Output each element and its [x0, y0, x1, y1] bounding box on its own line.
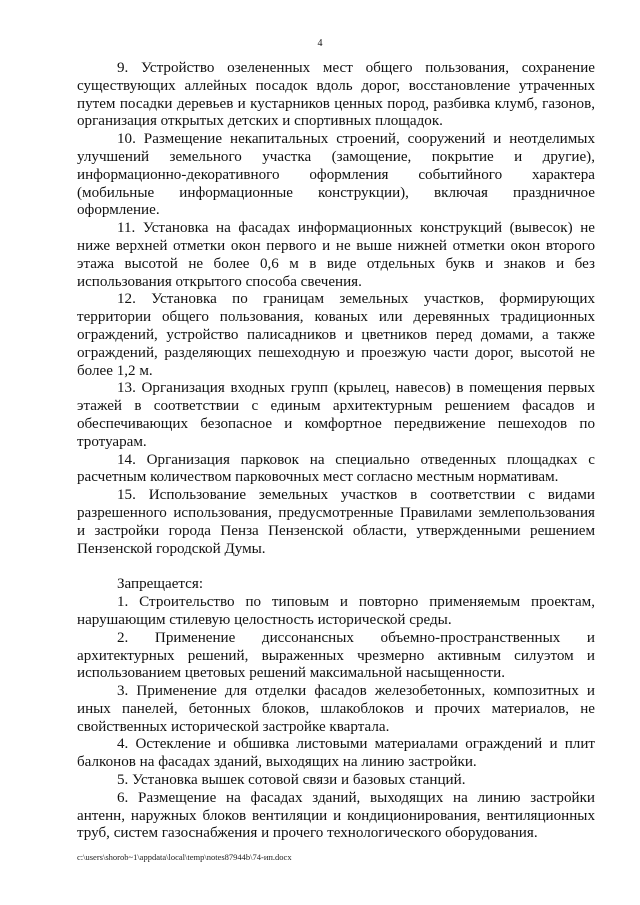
- prohibited-heading: Запрещается:: [117, 576, 204, 593]
- paragraph-allowed-12: 12. Установка по границам земельных участков, формирующих территории общего пользования, кованых или деревянных традиционных ограждений, устройство палисадников и цветников перед домами, а также ограждений, разделяющих пешеходную и проезжую части дорог, высотой не более 1,2 м.: [77, 291, 595, 379]
- paragraph-prohibited-6: 6. Размещение на фасадах зданий, выходящих на линию застройки антенн, наружных блоков вентиляции и кондиционирования, вентиляционных труб, систем газоснабжения и прочего технологического оборудования.: [77, 789, 595, 842]
- section-spacer: [77, 558, 595, 576]
- paragraph-allowed-9: 9. Устройство озелененных мест общего пользования, сохранение существующих аллейных посадок вдоль дорог, восстановление утраченных путем посадки деревьев и кустарников ценных пород, разбивка клумб, газонов, организация открытых детских и спортивных площадок.: [77, 60, 595, 130]
- paragraph-prohibited-2: 2. Применение диссонансных объемно-пространственных и архитектурных решений, выраженных чрезмерно активным силуэтом и использованием цветовых решений максимальной насыщенности.: [77, 629, 595, 682]
- paragraph-prohibited-5: 5. Установка вышек сотовой связи и базовых станций.: [117, 772, 466, 789]
- paragraph-prohibited-3: 3. Применение для отделки фасадов железобетонных, композитных и иных панелей, бетонных блоков, шлакоблоков и прочих материалов, не свойственных исторической застройке квартала.: [77, 683, 595, 735]
- footer-file-path: c:\users\shorob~1\appdata\local\temp\notes87944b\74-ип.docx: [77, 852, 292, 862]
- paragraph-allowed-11: 11. Установка на фасадах информационных конструкций (вывесок) не ниже верхней отметки окон первого и не выше нижней отметки окон второго этажа высотой не более 0,6 м в виде отдельных букв и знаков и без использования открытого способа свечения.: [77, 220, 595, 290]
- paragraph-allowed-15: 15. Использование земельных участков в соответствии с видами разрешенного использования, предусмотренные Правилами землепользования и застройки города Пенза Пензенской области, утвержденными решением Пензенской городской Думы.: [77, 487, 595, 557]
- paragraph-allowed-14: 14. Организация парковок на специально отведенных площадках с расчетным количеством парковочных мест согласно местным нормативам.: [77, 451, 595, 486]
- paragraph-prohibited-1: 1. Строительство по типовым и повторно применяемым проектам, нарушающим стилевую целостность исторической среды.: [77, 594, 595, 628]
- paragraph-prohibited-4: 4. Остекление и обшивка листовыми материалами ограждений и плит балконов на фасадах зданий, выходящих на линию застройки.: [77, 736, 595, 771]
- page-number: 4: [317, 38, 323, 49]
- document-body: [77, 60, 595, 843]
- paragraph-allowed-13: 13. Организация входных групп (крылец, навесов) в помещения первых этажей в соответствии с единым архитектурным решением фасадов и обеспечивающих безопасное и комфортное передвижение пешеходов по тротуарам.: [77, 380, 595, 450]
- paragraph-allowed-10: 10. Размещение некапитальных строений, сооружений и неотделимых улучшений земельного участка (замощение, покрытие и другие), информационно-декоративного оформления событийного характера (мобильные информационные конструкции), включая праздничное оформление.: [77, 131, 595, 219]
